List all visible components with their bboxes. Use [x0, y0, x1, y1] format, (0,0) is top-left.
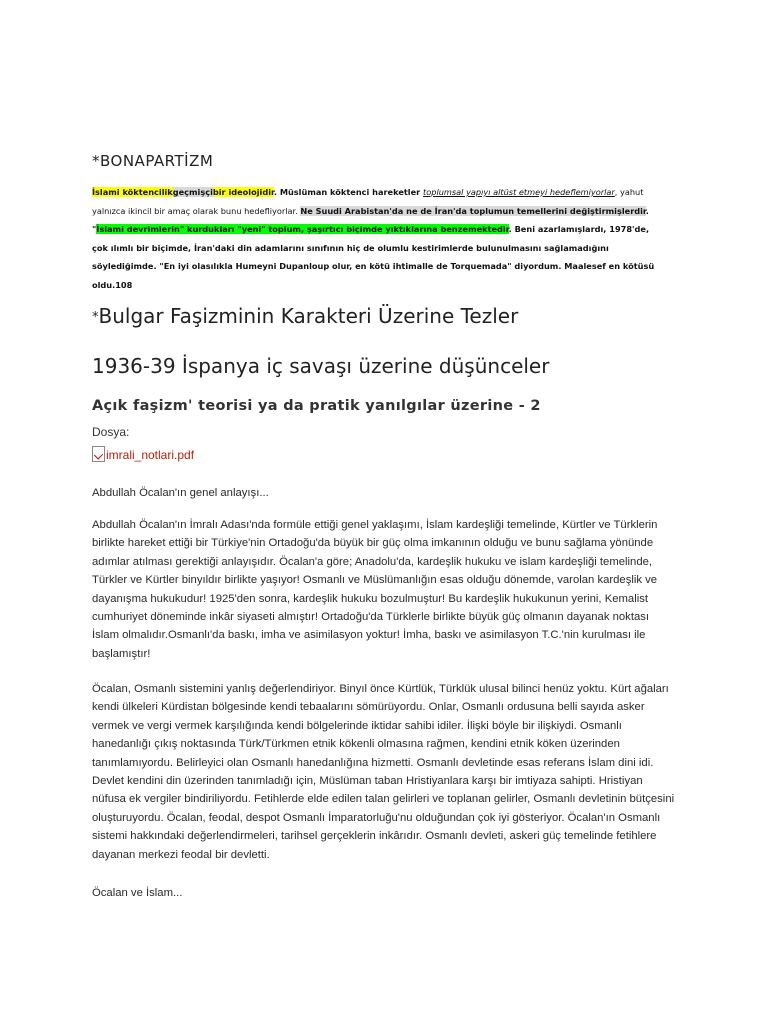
pdf-file-name[interactable]: imrali_notlari.pdf: [106, 448, 195, 462]
heading-star: *: [92, 310, 99, 325]
paragraph-genel-anlayis: Abdullah Öcalan'ın genel anlayışı...: [92, 487, 269, 499]
intro-text: . ": [92, 205, 649, 235]
highlight-yellow: bir ideolojidir: [212, 187, 274, 197]
highlight-gray: geçmişçi: [172, 187, 213, 197]
paragraph-islam: Öcalan ve İslam...: [92, 887, 183, 899]
dosya-label: Dosya:: [92, 425, 130, 439]
pdf-file-icon: [92, 446, 105, 462]
acik-fasizm-heading: Açık faşizm' teorisi ya da pratik yanılgılar üzerine - 2: [92, 398, 541, 414]
intro-text: . Müslüman köktenci hareketler: [273, 187, 424, 197]
paragraph-imrali: Abdullah Öcalan'ın İmralı Adası'nda formüle ettiği genel yaklaşımı, İslam kardeşliği temelinde, Kürtler ve Türklerin birlikte hareket ettiği bir Türkiye'nin Ortadoğu'da büyük bir güç olma imkanının olduğu ve bunu sağlama yönünde adımlar atılması gerektiği anlayışıdır. Öcalan'a göre; Anadolu'da, kardeşlik hukuku ve islam kardeşliği temelinde, Türkler ve Kürtler binyıldır birlikte yaşıyor! Osmanlı ve Müslümanlığın esas olduğu dönemde, varolan kardeşlik ve dayanışma hukukudur! 1925'den sonra, kardeşlik hukuku bozulmuştur! Bu kardeşlik hukukunun yerini, Kemalist cumhuriyet döneminde inkâr siyaseti almıştır! Ortadoğu'da Türklerle birlikte büyük güç olmanın dayanak noktası İslam olmalıdır.Osmanlı'da baskı, imha ve asimilasyon yoktur! İmha, baskı ve asimilasyon T.C.'nin kurulması ile başlamıştır!: [92, 519, 658, 660]
pdf-file-link[interactable]: [92, 446, 194, 462]
highlight-green: İslami devrimlerin" kurdukları "yeni" toplum, şaşırtıcı biçimde yıktıklarına benzemektedir: [96, 224, 509, 235]
paragraph-osmanli: Öcalan, Osmanlı sistemini yanlış değerlendiriyor. Binyıl önce Kürtlük, Türklük ulusal bilinci henüz yoktu. Kürt ağaları kendi ülkeleri Kürdistan bölgesinde kendi tebaalarını sömürüyordu. Onlar, Osmanlı ordusuna belli sayıda asker vermek ve vergi vermek karşılığında kendi bölgelerinde iktidar sahibi idiler. İlişki böyle bir ilişkiydi. Osmanlı hanedanlığı çıkış noktasında Türk/Türkmen etnik kökenli olmasına rağmen, kendini etnik köken üzerinden tanımlamıyordu. Belirleyici olan Osmanlı hanedanlığına hizmetti. Osmanlı devletinde esas referans İslam dini idi. Devlet kendini din üzerinden tanımladığı için, Müslüman taban Hristiyanlara karşı bir imtiyaza sahipti. Hristiyan nüfusa ek vergiler bindiriliyordu. Fetihlerde elde edilen talan gelirleri ve toplanan gelirler, Osmanlı devletinin bütçesini oluşturuyordu. Öcalan, feodal, despot Osmanlı İmparatorluğu'nu olduğundan çok iyi gösteriyor. Öcalan'ın Osmanlı sistemi hakkındaki değerlendirmeleri, tarihsel gerçeklerin inkârıdır. Osmanlı devleti, askeri güç temelinde fetihlere dayanan merkezi feodal bir devletti.: [92, 683, 675, 861]
bonapartizm-heading: *BONAPARTİZM: [92, 152, 214, 170]
highlight-yellow: İslami köktencilik: [92, 187, 173, 197]
intro-text: , yahut yalnızca ikincil bir amaç olarak bunu hedefliyorlar.: [92, 187, 644, 216]
highlight-gray: Ne Suudi Arabistan'da ne de İran'da toplumun temellerini değiştirmişlerdir: [300, 205, 646, 216]
bulgar-heading: [92, 304, 518, 328]
bulgar-heading-text: Bulgar Faşizminin Karakteri Üzerine Tezler: [98, 304, 519, 328]
intro-paragraph: [92, 183, 664, 295]
ispanya-heading: 1936-39 İspanya iç savaşı üzerine düşünceler: [92, 354, 550, 378]
intro-text: . Beni azarlamışlardı, 1978'de, çok ılımlı bir biçimde, İran'daki din adamlarını sınıfının hiç de olumlu kestirimlerde bulunulmasını sağlamadığını söylediğimde. "En iyi olasılıkla Humeyni Dupanloup olur, en kötü ihtimalle de Torquemada" diyordum. Maalesef en kötüsü oldu.108: [92, 224, 655, 290]
intro-underlined: toplumsal yapıyı altüst etmeyi hedeflemiyorlar: [423, 187, 615, 197]
